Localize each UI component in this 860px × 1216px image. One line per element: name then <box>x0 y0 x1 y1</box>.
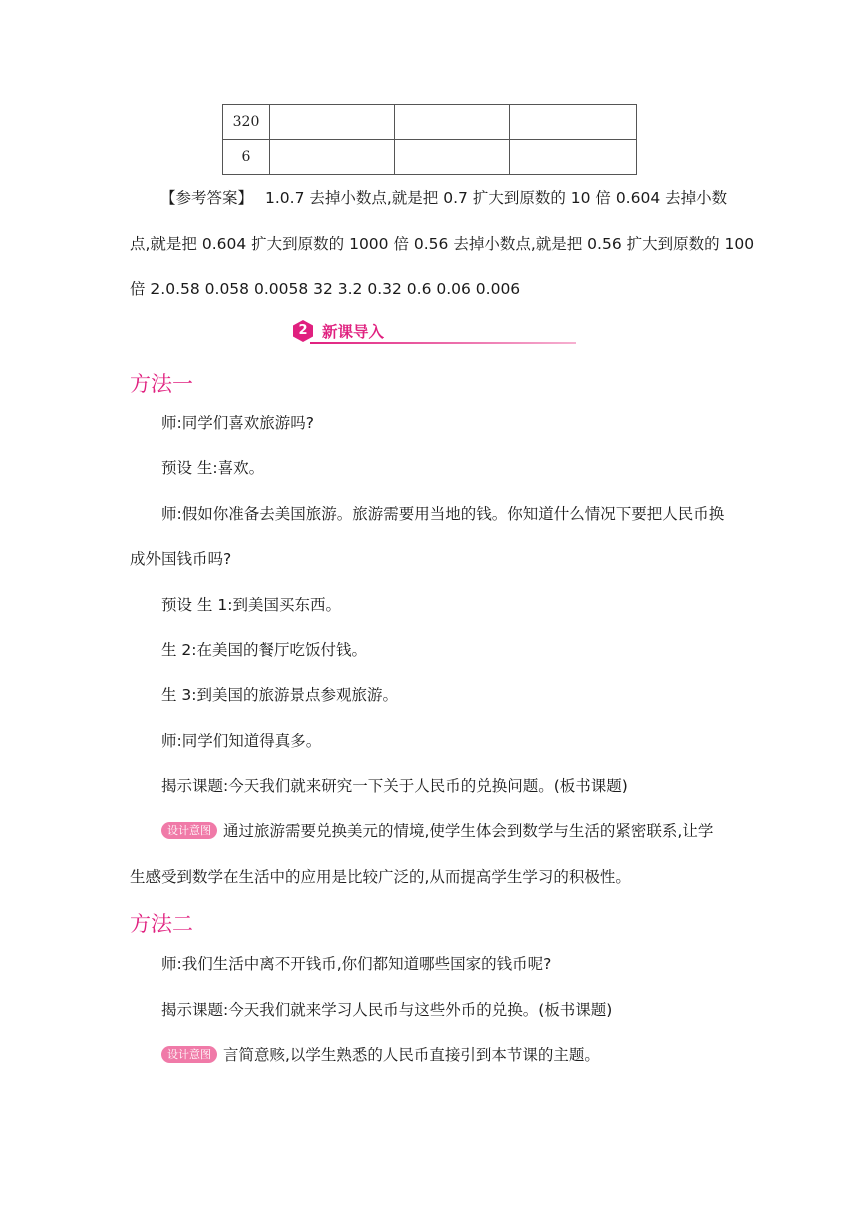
section-divider <box>310 342 576 344</box>
design-intent-text: 通过旅游需要兑换美元的情境,使学生体会到数学与生活的紧密联系,让学 <box>223 822 714 840</box>
design-intent-text: 言简意赅,以学生熟悉的人民币直接引到本节课的主题。 <box>223 1046 600 1064</box>
dialog-line: 师:同学们知道得真多。 <box>161 732 322 750</box>
table-cell: 320 <box>223 105 270 140</box>
table-cell <box>270 105 395 140</box>
section-title: 新课导入 <box>322 323 385 341</box>
dialog-line: 成外国钱币吗? <box>130 550 232 568</box>
table-row <box>223 140 637 175</box>
value-table <box>222 104 637 175</box>
answer-text: 1.0.7 去掉小数点,就是把 0.7 扩大到原数的 10 倍 0.604 去掉小数 <box>265 189 728 207</box>
dialog-line: 生 3:到美国的旅游景点参观旅游。 <box>161 686 399 704</box>
table-cell <box>270 140 395 175</box>
answer-line-3: 倍 2.0.58 0.058 0.0058 32 3.2 0.32 0.6 0.06 0.006 <box>130 280 521 298</box>
dialog-line: 师:我们生活中离不开钱币,你们都知道哪些国家的钱币呢? <box>161 955 552 973</box>
answer-label: 【参考答案】 <box>160 189 254 207</box>
dialog-line: 预设 生 1:到美国买东西。 <box>161 596 341 614</box>
method-1-heading: 方法一 <box>130 372 193 396</box>
dialog-line: 生 2:在美国的餐厅吃饭付钱。 <box>161 641 368 659</box>
table-cell: 6 <box>223 140 270 175</box>
table-cell <box>510 140 637 175</box>
dialog-line: 师:同学们喜欢旅游吗? <box>161 414 314 432</box>
answer-line-1 <box>160 186 727 210</box>
dialog-line: 预设 生:喜欢。 <box>161 459 265 477</box>
design-intent-badge: 设计意图 <box>161 822 217 839</box>
design-intent-line-2: 生感受到数学在生活中的应用是比较广泛的,从而提高学生学习的积极性。 <box>130 868 631 886</box>
dialog-line: 揭示课题:今天我们就来学习人民币与这些外币的兑换。(板书课题) <box>161 1001 613 1019</box>
design-intent-line-1 <box>161 819 713 843</box>
design-intent-badge: 设计意图 <box>161 1046 217 1063</box>
table-cell <box>395 105 510 140</box>
method-2-heading: 方法二 <box>130 912 193 936</box>
section-number: 2 <box>298 323 308 338</box>
dialog-line: 揭示课题:今天我们就来研究一下关于人民币的兑换问题。(板书课题) <box>161 777 628 795</box>
dialog-line: 师:假如你准备去美国旅游。旅游需要用当地的钱。你知道什么情况下要把人民币换 <box>161 505 725 523</box>
table-cell <box>510 105 637 140</box>
answer-line-2: 点,就是把 0.604 扩大到原数的 1000 倍 0.56 去掉小数点,就是把 0.56 扩大到原数的 100 <box>130 235 755 253</box>
table-row <box>223 105 637 140</box>
design-intent-line-1 <box>161 1043 600 1067</box>
table-cell <box>395 140 510 175</box>
